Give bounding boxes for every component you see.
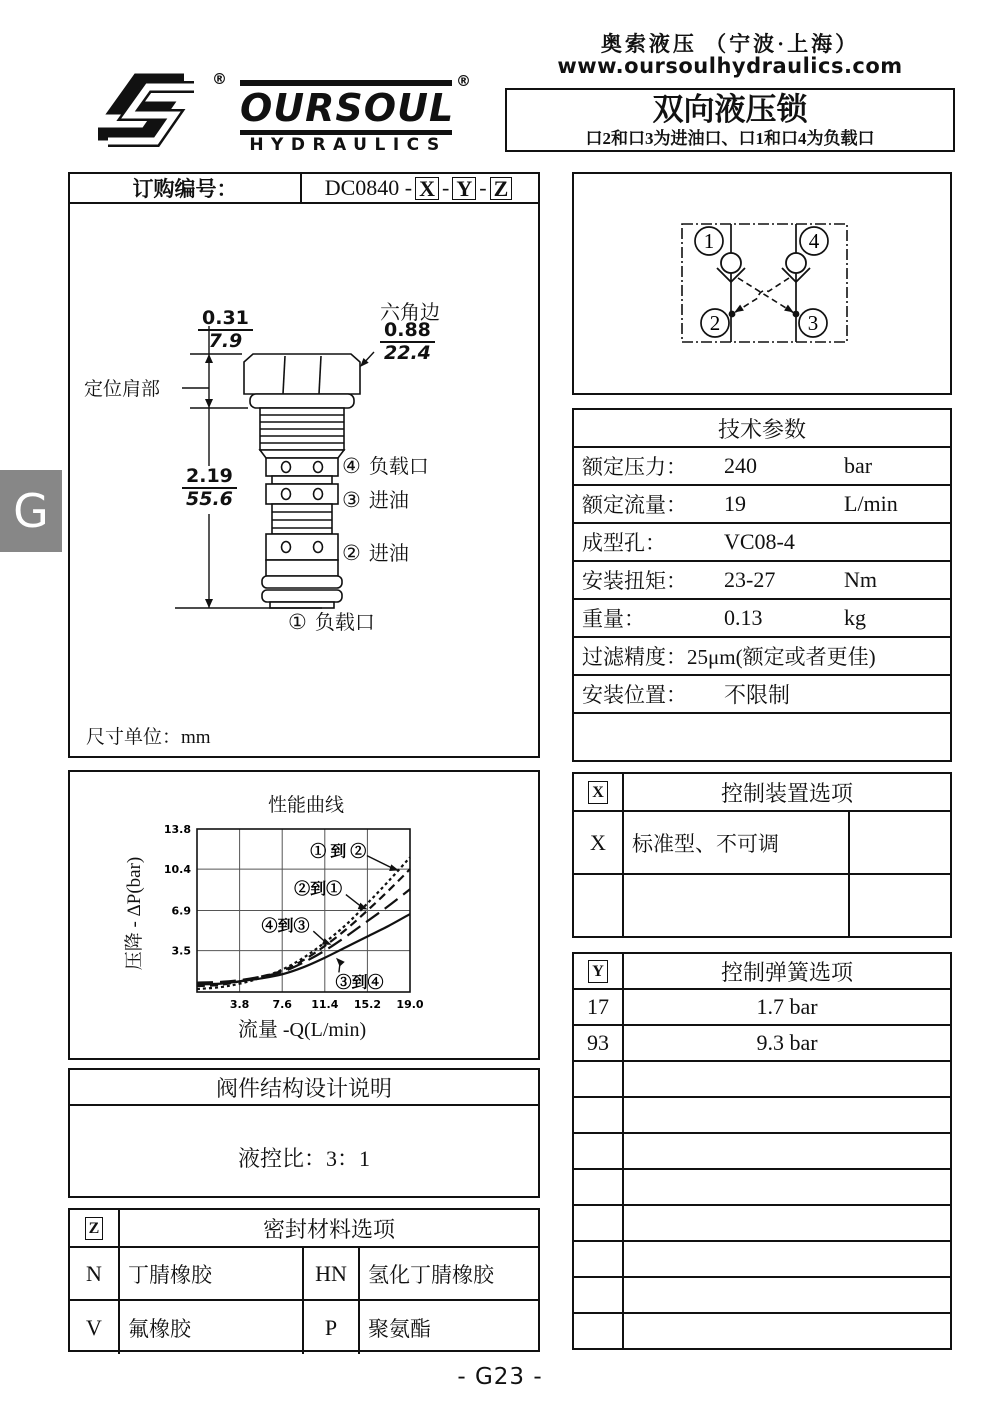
design-note-body: 液控比：3：1	[237, 1146, 370, 1171]
spring-desc	[624, 1242, 950, 1276]
schematic-port-3: 3	[807, 311, 819, 335]
tech-label: 额定流量：	[582, 493, 687, 517]
spring-code	[574, 1278, 624, 1312]
option-tail-cell	[848, 812, 950, 873]
seal-desc-hn: 氢化丁腈橡胶	[368, 1262, 494, 1287]
tech-value: 23-27	[724, 567, 776, 592]
design-note-box	[68, 1068, 540, 1198]
port1-callout	[288, 606, 375, 635]
product-subtitle: 口2和口3为进油口、口1和口4为负载口	[585, 129, 875, 148]
spring-desc: 1.7 bar	[756, 994, 818, 1019]
tech-label: 过滤精度：25μm(额定或者更佳)	[582, 645, 876, 669]
spring-code	[574, 1062, 624, 1096]
svg-text:6.9: 6.9	[171, 904, 191, 918]
chart-ylabel: 压降 - ΔP(bar)	[124, 856, 145, 971]
spring-code: 93	[574, 1026, 624, 1060]
order-code-z: Z	[490, 177, 513, 200]
spring-row	[574, 1026, 950, 1062]
order-code-sep2: -	[479, 175, 487, 200]
seal-table-header	[70, 1210, 538, 1248]
control-device-row	[574, 875, 950, 938]
section-tab-g[interactable]: G	[0, 470, 62, 552]
port4-callout	[342, 450, 429, 479]
tech-value: 不限制	[724, 682, 791, 708]
svg-text:10.4: 10.4	[163, 863, 191, 877]
schematic-box	[572, 172, 952, 395]
seal-code-v: V	[70, 1301, 120, 1354]
unit-note: 尺寸单位：mm	[86, 727, 211, 748]
spring-desc	[624, 1062, 950, 1096]
port4-label: 负载口	[368, 456, 429, 478]
tech-label: 重量：	[582, 607, 645, 631]
spring-row	[574, 990, 950, 1026]
port2-circle: ②	[342, 541, 361, 565]
tech-row-empty	[574, 714, 950, 762]
order-drawing-box	[68, 172, 540, 758]
dim-top-inch: 0.31	[198, 308, 253, 331]
control-device-title: 控制装置选项	[720, 780, 853, 806]
tech-label: 安装位置：	[582, 683, 687, 707]
tech-row-filtration	[574, 638, 950, 676]
spring-desc	[624, 1314, 950, 1350]
seal-desc-v: 氟橡胶	[128, 1316, 191, 1341]
brand-wordmark-sub: HYDRAULICS	[249, 135, 447, 155]
option-code	[574, 875, 624, 938]
svg-text:3.8: 3.8	[229, 998, 250, 1011]
seal-code-p: P	[302, 1301, 360, 1354]
svg-text:11.4: 11.4	[311, 998, 339, 1011]
logo-mark-reg: ®	[212, 70, 227, 88]
wordmark-reg: ®	[456, 72, 471, 90]
tech-row-torque	[574, 562, 950, 600]
dim-hex-inch: 0.88	[380, 320, 435, 343]
spring-row	[574, 1134, 950, 1170]
port2-callout	[342, 537, 409, 566]
dim-hex-mm: 22.4	[384, 342, 431, 364]
tech-row-weight	[574, 600, 950, 638]
control-spring-title: 控制弹簧选项	[720, 959, 853, 985]
schematic-port-2: 2	[709, 311, 721, 335]
svg-text:15.2: 15.2	[353, 998, 381, 1011]
dimension-top	[198, 308, 253, 352]
port2-label: 进油	[368, 543, 409, 565]
control-device-header	[574, 774, 950, 812]
order-code-row	[70, 174, 538, 204]
tech-unit: bar	[844, 453, 873, 478]
performance-chart-box	[68, 770, 540, 1060]
valve-drawing	[70, 204, 538, 756]
tech-value: 19	[724, 491, 746, 516]
port1-label: 负载口	[314, 612, 375, 634]
hydraulic-schematic	[574, 174, 950, 393]
control-spring-table	[572, 952, 952, 1350]
order-code-prefix: DC0840 -	[324, 175, 413, 200]
shoulder-label: 定位肩部	[84, 379, 161, 400]
tech-label: 安装扭矩：	[582, 569, 687, 593]
tech-label: 额定压力：	[582, 455, 687, 479]
spring-code	[574, 1314, 624, 1350]
spring-row	[574, 1314, 950, 1350]
brand-wordmark: OURSOUL	[240, 80, 452, 135]
seal-desc-p: 聚氨酯	[368, 1316, 431, 1341]
option-desc: 标准型、不可调	[632, 831, 779, 856]
performance-chart	[70, 772, 538, 1058]
svg-text:③到④: ③到④	[335, 974, 384, 992]
tech-label: 成型孔：	[582, 531, 666, 555]
svg-text:②到①: ②到①	[294, 881, 343, 899]
control-spring-header	[574, 954, 950, 990]
order-code	[302, 174, 538, 202]
page-number: - G23 -	[457, 1364, 543, 1390]
tech-row-pressure	[574, 448, 950, 486]
seal-row	[70, 1301, 538, 1354]
seal-material-table	[68, 1208, 540, 1352]
chart-xlabel: 流量 -Q(L/min)	[237, 1019, 367, 1041]
spring-row	[574, 1170, 950, 1206]
control-device-row	[574, 812, 950, 875]
svg-text:3.5: 3.5	[171, 944, 191, 958]
tech-value: 0.13	[724, 605, 763, 630]
tech-row-mounting	[574, 676, 950, 714]
option-code: X	[574, 812, 624, 873]
tech-unit: Nm	[844, 567, 877, 592]
schematic-port-1: 1	[703, 229, 715, 253]
seal-table-title: 密封材料选项	[262, 1216, 395, 1242]
spring-code: 17	[574, 990, 624, 1024]
chart-title: 性能曲线	[267, 795, 344, 816]
order-code-y: Y	[452, 177, 476, 200]
dimension-hex	[380, 320, 435, 364]
spring-code	[574, 1206, 624, 1240]
order-code-sep1: -	[442, 175, 450, 200]
control-device-table	[572, 772, 952, 938]
tech-unit: kg	[844, 605, 866, 630]
port3-callout	[342, 484, 409, 513]
spring-desc	[624, 1134, 950, 1168]
seal-desc-n: 丁腈橡胶	[128, 1262, 212, 1287]
tech-row-cavity	[574, 524, 950, 562]
spring-code	[574, 1170, 624, 1204]
seal-code-n: N	[70, 1248, 120, 1299]
dim-len-inch: 2.19	[182, 466, 237, 489]
control-spring-key: Y	[588, 960, 608, 983]
port4-circle: ④	[342, 454, 361, 478]
svg-text:13.8: 13.8	[163, 823, 191, 836]
spring-desc: 9.3 bar	[756, 1030, 818, 1055]
tech-params-table	[572, 408, 952, 762]
spring-desc	[624, 1170, 950, 1204]
spring-row	[574, 1278, 950, 1314]
product-title-box	[505, 88, 955, 152]
product-title: 双向液压锁	[652, 92, 808, 127]
oursoul-logo-mark	[88, 68, 218, 152]
svg-text:19.0: 19.0	[396, 998, 424, 1011]
spring-desc	[624, 1098, 950, 1132]
tech-value: VC08-4	[724, 529, 795, 554]
schematic-port-4: 4	[808, 229, 820, 253]
spring-row	[574, 1242, 950, 1278]
spring-desc	[624, 1206, 950, 1240]
order-code-x: X	[415, 177, 439, 200]
tech-row-flow	[574, 486, 950, 524]
tech-value: 240	[724, 453, 757, 478]
spring-row	[574, 1206, 950, 1242]
spring-desc	[624, 1278, 950, 1312]
dim-top-mm: 7.9	[208, 330, 243, 352]
design-note-title: 阀件结构设计说明	[70, 1070, 538, 1106]
seal-code-hn: HN	[302, 1248, 360, 1299]
port3-label: 进油	[368, 490, 409, 512]
spring-row	[574, 1098, 950, 1134]
port1-circle: ①	[288, 610, 307, 634]
tech-unit: L/min	[844, 491, 898, 516]
port3-circle: ③	[342, 488, 361, 512]
company-name: 奥索液压 （宁波·上海）	[600, 32, 860, 56]
spring-code	[574, 1134, 624, 1168]
dimension-length	[182, 466, 237, 510]
spring-row	[574, 1062, 950, 1098]
company-website[interactable]: www.oursoulhydraulics.com	[557, 54, 903, 78]
spring-code	[574, 1098, 624, 1132]
svg-text:④到③: ④到③	[261, 917, 310, 935]
option-desc	[624, 875, 848, 938]
order-label: 订购编号：	[70, 174, 302, 202]
dim-len-mm: 55.6	[186, 488, 233, 510]
option-tail-cell	[848, 875, 950, 938]
seal-key: Z	[85, 1217, 104, 1240]
hex-flat-label: 六角边	[380, 302, 440, 324]
svg-text:① 到 ②: ① 到 ②	[310, 843, 367, 861]
spring-code	[574, 1242, 624, 1276]
tech-params-title: 技术参数	[574, 410, 950, 448]
svg-text:7.6: 7.6	[272, 998, 292, 1011]
control-device-key: X	[588, 781, 608, 804]
seal-row	[70, 1248, 538, 1301]
